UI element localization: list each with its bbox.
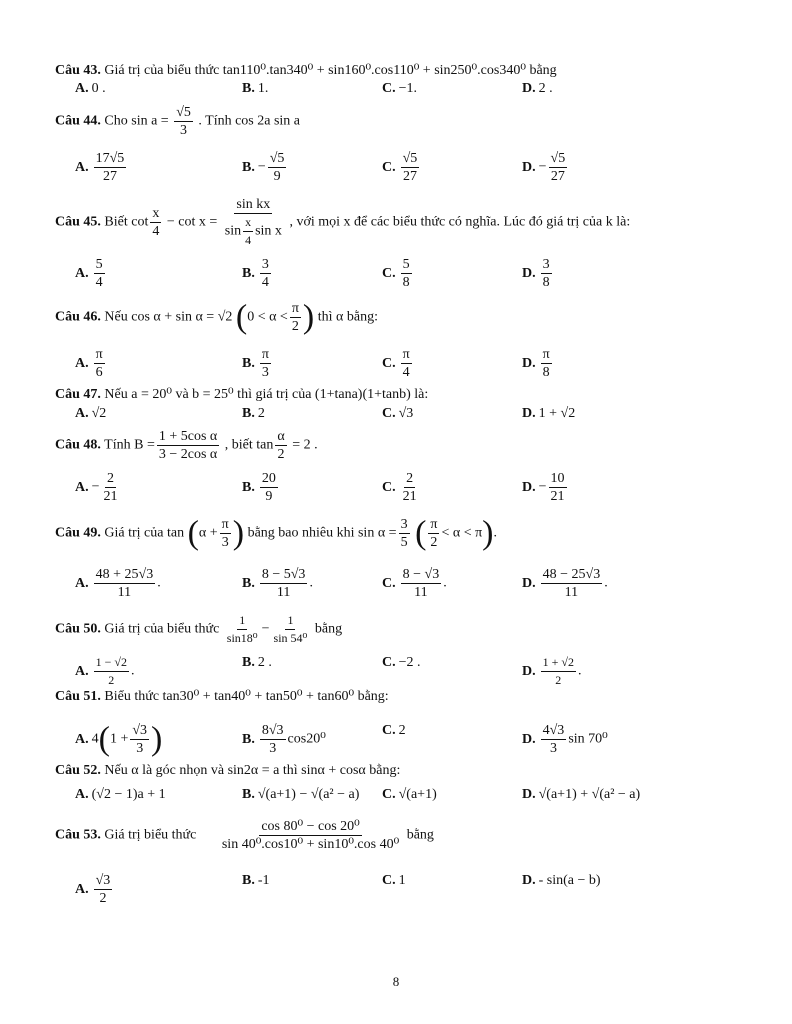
option-b: B. $\frac{\pi}{3}$ (242, 347, 269, 380)
options-50 (75, 654, 775, 687)
options-44 (75, 150, 775, 184)
option-c: C. $\frac{\pi}{4}$ (382, 347, 410, 380)
option-a: A. $\frac{48 + 25√3}{11}$ . (75, 567, 161, 600)
option-a: A. 0 . (75, 81, 106, 96)
options-47 (75, 405, 775, 421)
question-number: Câu 50. (55, 621, 101, 637)
option-b: B. $\frac{3}{4}$ (242, 257, 269, 290)
question-44: Câu 44. Cho sin a = $\frac{√5}{3}$ . Tính cos 2a sin a (55, 105, 301, 138)
option-b: B. 2 (242, 406, 265, 421)
option-a: A. 4(1 + $\frac{√3}{3}$ ) (75, 720, 163, 758)
option-a: A. $\frac{√3}{2}$ (75, 873, 111, 906)
question-number: Câu 43. (55, 63, 101, 78)
option-d: D. $\frac{3}{8}$ (522, 257, 550, 290)
option-a: A. $\frac{5}{4}$ (75, 257, 103, 290)
option-a: A. (√2 − 1)a + 1 (75, 787, 166, 802)
options-53 (75, 872, 775, 906)
math-expression: tan110⁰.tan340⁰ + sin160⁰.cos110⁰ + sin250⁰.cos340⁰ (222, 63, 526, 78)
option-b: B. √(a+1) − √(a² − a) (242, 787, 360, 802)
question-text: Giá trị của biểu thức (104, 63, 220, 78)
question-tail: bằng (529, 63, 557, 78)
question-number: Câu 46. (55, 309, 101, 325)
fraction: $\frac{√5}{3}$ (176, 105, 191, 138)
option-c: C. $\frac{5}{8}$ (382, 257, 410, 290)
option-c: C. $\frac{√5}{27}$ (382, 151, 418, 184)
question-47: Câu 47. Nếu a = 20⁰ và b = 25⁰ thì giá trị của (1+tana)(1+tanb) là: (55, 387, 429, 402)
question-50: Câu 50. Giá trị của biểu thức $\frac{1}{\text{sin18⁰}}$ − $\frac{1}{\text{sin 54⁰}}$ bằng (55, 613, 343, 645)
question-number: Câu 52. (55, 763, 101, 778)
option-c: C. $\frac{8 - √3}{11}$ . (382, 567, 447, 600)
question-53: Câu 53. Giá trị biểu thức $\frac{\text{cos 80⁰ − cos 20⁰}}{\text{sin 40⁰.cos10⁰ + sin10⁰.cos 40⁰}}$ bằng (55, 819, 434, 852)
option-a: A. − $\frac{2}{21}$ (75, 471, 118, 504)
option-d: D. − $\frac{10}{21}$ (522, 471, 565, 504)
question-49: Câu 49. Giá trị của tan (α + $\frac{\pi}{3}$ ) bằng bao nhiêu khi sin α = $\frac{3}{5}$ ( $\frac{\pi}{2}$ < α < π). (55, 514, 497, 552)
question-number: Câu 49. (55, 525, 101, 541)
options-43 (75, 80, 775, 96)
options-46 (75, 346, 775, 380)
option-a: A. $\frac{\pi}{6}$ (75, 347, 103, 380)
question-51: Câu 51. Biểu thức tan30⁰ + tan40⁰ + tan50⁰ + tan60⁰ bằng: (55, 689, 389, 704)
question-number: Câu 45. (55, 214, 101, 230)
page-number: 8 (392, 974, 400, 989)
fraction: sin kx sin $\frac{x}{4}$ sin x (224, 197, 282, 247)
option-a: A. $\frac{1 - √2}{2}$ . (75, 655, 135, 687)
option-d: D. $\frac{\pi}{8}$ (522, 347, 550, 380)
options-51 (75, 720, 775, 758)
option-a: A. √2 (75, 406, 107, 421)
option-d: D. - sin(a − b) (522, 873, 601, 888)
option-d: D. $\frac{48 - 25√3}{11}$ . (522, 567, 608, 600)
question-46: Câu 46. Nếu cos α + sin α = √2 (0 < α < $\frac{\pi}{2}$ ) thì α bằng: (55, 298, 378, 336)
option-c: C. √3 (382, 406, 414, 421)
option-d: D. − $\frac{√5}{27}$ (522, 151, 566, 184)
option-d: D. 1 + √2 (522, 406, 576, 421)
options-52 (75, 786, 775, 802)
question-48: Câu 48. Tính B = $\frac{\text{1 + 5cos α}}{\text{3 − 2cos α}}$ , biết tan $\frac{\alpha}{2}$ = 2 . (55, 429, 318, 462)
question-number: Câu 51. (55, 689, 101, 704)
option-b: B. -1 (242, 873, 270, 888)
option-d: D. $\frac{1 + √2}{2}$ . (522, 655, 582, 687)
question-number: Câu 48. (55, 437, 101, 453)
option-b: B. $\frac{20}{9}$ (242, 471, 276, 504)
option-a: A. $\frac{17√5}{27}$ (75, 151, 125, 184)
option-d: D. $\frac{4√3}{3}$ sin 70⁰ (522, 723, 608, 756)
options-45 (75, 256, 775, 290)
option-c: C. 2 (382, 723, 406, 738)
question-number: Câu 47. (55, 387, 101, 402)
question-43 (55, 62, 557, 80)
option-c: C. −1. (382, 81, 418, 96)
option-b: B. $\frac{8 - 5√3}{11}$ . (242, 567, 313, 600)
option-c: C. −2 . (382, 655, 421, 670)
option-d: D. 2 . (522, 81, 553, 96)
option-c: C. √(a+1) (382, 787, 437, 802)
question-number: Câu 44. (55, 113, 101, 129)
question-number: Câu 53. (55, 827, 101, 843)
option-c: C. 1 (382, 873, 406, 888)
question-45: Câu 45. Biết cot $\frac{x}{4}$ − cot x = sin kx sin $\frac{x}{4}$ sin x , với mọi x để các biểu thức có nghĩa. Lúc đó giá trị của k là: (55, 197, 631, 247)
option-c: C. $\frac{2}{21}$ (382, 471, 417, 504)
option-b: B. $\frac{8√3}{3}$ cos20⁰ (242, 723, 326, 756)
options-48 (75, 470, 775, 504)
option-d: D. √(a+1) + √(a² − a) (522, 787, 641, 802)
option-b: B. − $\frac{√5}{9}$ (242, 151, 285, 184)
question-52: Câu 52. Nếu α là góc nhọn và sin2α = a thì sinα + cosα bằng: (55, 763, 401, 778)
option-b: B. 1. (242, 81, 269, 96)
option-b: B. 2 . (242, 655, 272, 670)
options-49 (75, 566, 775, 600)
